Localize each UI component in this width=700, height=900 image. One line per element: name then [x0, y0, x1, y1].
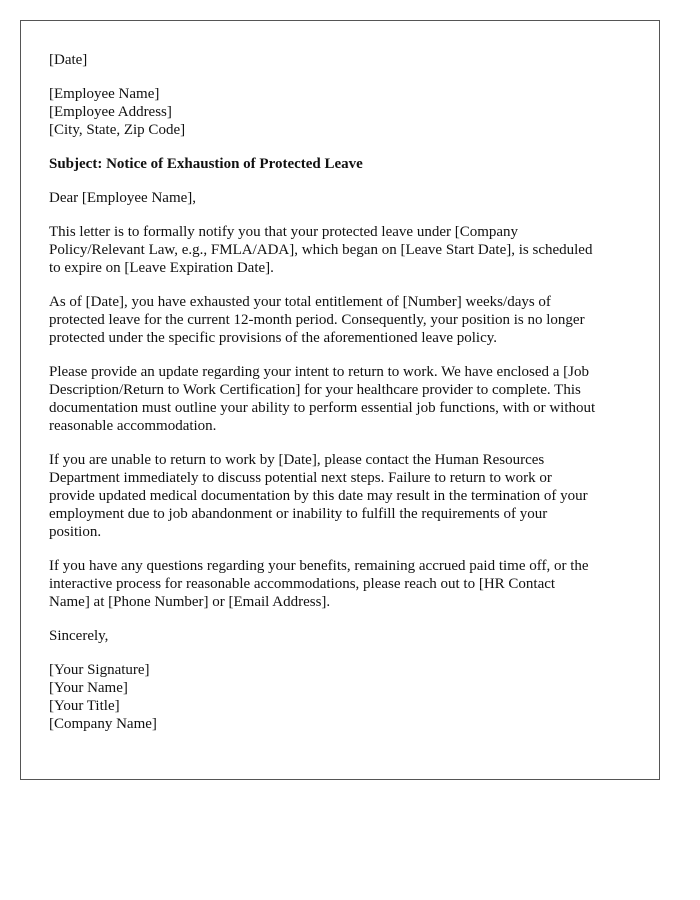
paragraph-line: Please provide an update regarding your intent to return to work. We have enclosed a [Job	[49, 364, 590, 380]
paragraph-line: If you are unable to return to work by [Date], please contact the Human Resources	[49, 452, 545, 468]
recipient-city-state-zip: [City, State, Zip Code]	[49, 122, 186, 138]
paragraph-line: provide updated medical documentation by this date may result in the termination of your	[49, 488, 588, 504]
paragraph-line: Name] at [Phone Number] or [Email Address].	[49, 594, 331, 610]
paragraph-entitlement-exhausted	[49, 293, 631, 347]
signature-block	[49, 661, 631, 733]
paragraph-consequences	[49, 451, 631, 541]
salutation-block	[49, 189, 631, 207]
paragraph-return-to-work	[49, 363, 631, 435]
closing: Sincerely,	[49, 628, 109, 644]
sender-signature: [Your Signature]	[49, 662, 150, 678]
paragraph-line: position.	[49, 524, 102, 540]
paragraph-questions-contact	[49, 557, 631, 611]
letter-document	[20, 20, 660, 780]
recipient-address: [Employee Address]	[49, 104, 172, 120]
paragraph-line: Policy/Relevant Law, e.g., FMLA/ADA], which began on [Leave Start Date], is scheduled	[49, 242, 593, 258]
date-line	[49, 51, 631, 69]
paragraph-line: reasonable accommodation.	[49, 418, 217, 434]
paragraph-line: protected leave for the current 12-month period. Consequently, your position is no longer	[49, 312, 585, 328]
sender-name: [Your Name]	[49, 680, 128, 696]
paragraph-line: to expire on [Leave Expiration Date].	[49, 260, 274, 276]
paragraph-line: documentation must outline your ability to perform essential job functions, with or without	[49, 400, 596, 416]
sender-title: [Your Title]	[49, 698, 120, 714]
paragraph-line: This letter is to formally notify you that your protected leave under [Company	[49, 224, 519, 240]
paragraph-line: Description/Return to Work Certification] for your healthcare provider to complete. This	[49, 382, 581, 398]
letter-subject: Subject: Notice of Exhaustion of Protected Leave	[49, 156, 363, 172]
paragraph-line: protected under the specific provisions of the aforementioned leave policy.	[49, 330, 498, 346]
closing-block	[49, 627, 631, 645]
sender-company: [Company Name]	[49, 716, 157, 732]
salutation: Dear [Employee Name],	[49, 190, 197, 206]
paragraph-line: As of [Date], you have exhausted your total entitlement of [Number] weeks/days of	[49, 294, 551, 310]
recipient-address-block	[49, 85, 631, 139]
paragraph-line: Department immediately to discuss potential next steps. Failure to return to work or	[49, 470, 552, 486]
recipient-name: [Employee Name]	[49, 86, 160, 102]
letter-date: [Date]	[49, 52, 88, 68]
paragraph-line: interactive process for reasonable accommodations, please reach out to [HR Contact	[49, 576, 556, 592]
paragraph-leave-notification	[49, 223, 631, 277]
paragraph-line: If you have any questions regarding your benefits, remaining accrued paid time off, or the	[49, 558, 589, 574]
paragraph-line: employment due to job abandonment or inability to fulfill the requirements of your	[49, 506, 548, 522]
subject-block	[49, 155, 631, 173]
